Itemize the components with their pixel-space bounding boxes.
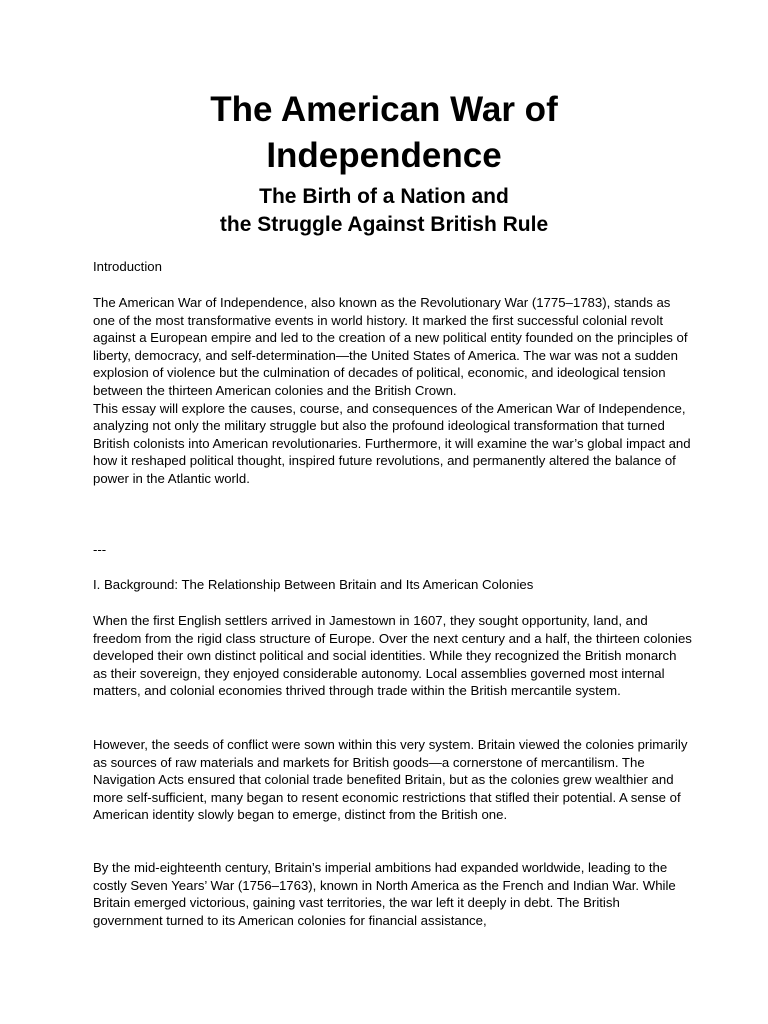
- introduction-section: [93, 294, 693, 488]
- introduction-paragraph-1: The American War of Independence, also known as the Revolutionary War (1775–1783), stands as one of the most transformative events in world history. It marked the first successful colonial revolt against a European empire and led to the creation of a new political entity founded on the principles of liberty, democracy, and self-determination—the United States of America. The war was not a sudden explosion of violence but the culmination of decades of political, economic, and ideological tension between the thirteen American colonies and the British Crown.: [93, 295, 688, 398]
- document-title: [0, 87, 768, 179]
- introduction-paragraph-2: This essay will explore the causes, course, and consequences of the American War of Independence, analyzing not only the military struggle but also the profound ideological transformation that turned British colonists into American revolutionaries. Furthermore, it will examine the war’s global impact and how it reshaped political thought, inspired future revolutions, and permanently altered the balance of power in the Atlantic world.: [93, 400, 691, 486]
- title-line-1: The American War of: [210, 90, 558, 129]
- section-heading: I. Background: The Relationship Between Britain and Its American Colonies: [93, 577, 534, 592]
- document-subtitle: [0, 183, 768, 239]
- section-paragraph-2: However, the seeds of conflict were sown within this very system. Britain viewed the colonies primarily as sources of raw materials and markets for British goods—a cornerstone of mercantilism. The Navigation Acts ensured that colonial trade benefited Britain, but as the colonies grew wealthier and more self-sufficient, many began to resent economic restrictions that stifled their potential. A sense of American identity slowly began to emerge, distinct from the British one.: [93, 737, 688, 823]
- section-paragraph-3: By the mid-eighteenth century, Britain’s imperial ambitions had expanded worldwide, leading to the costly Seven Years’ War (1756–1763), known in North America as the French and Indian War. While Britain emerged victorious, gaining vast territories, the war left it deeply in debt. The British government turned to its American colonies for financial assistance,: [93, 860, 676, 928]
- subtitle-line-1: The Birth of a Nation and: [259, 185, 509, 208]
- title-line-2: Independence: [266, 136, 502, 175]
- introduction-heading: Introduction: [93, 259, 162, 274]
- section-paragraph-1: When the first English settlers arrived in Jamestown in 1607, they sought opportunity, land, and freedom from the rigid class structure of Europe. Over the next century and a half, the thirteen colonies developed their own distinct political and social identities. While they recognized the British monarch as their sovereign, they enjoyed considerable autonomy. Local assemblies governed most internal matters, and colonial economies thrived through trade within the British mercantile system.: [93, 613, 692, 699]
- section-separator: ---: [93, 542, 107, 557]
- subtitle-line-2: the Struggle Against British Rule: [219, 213, 549, 236]
